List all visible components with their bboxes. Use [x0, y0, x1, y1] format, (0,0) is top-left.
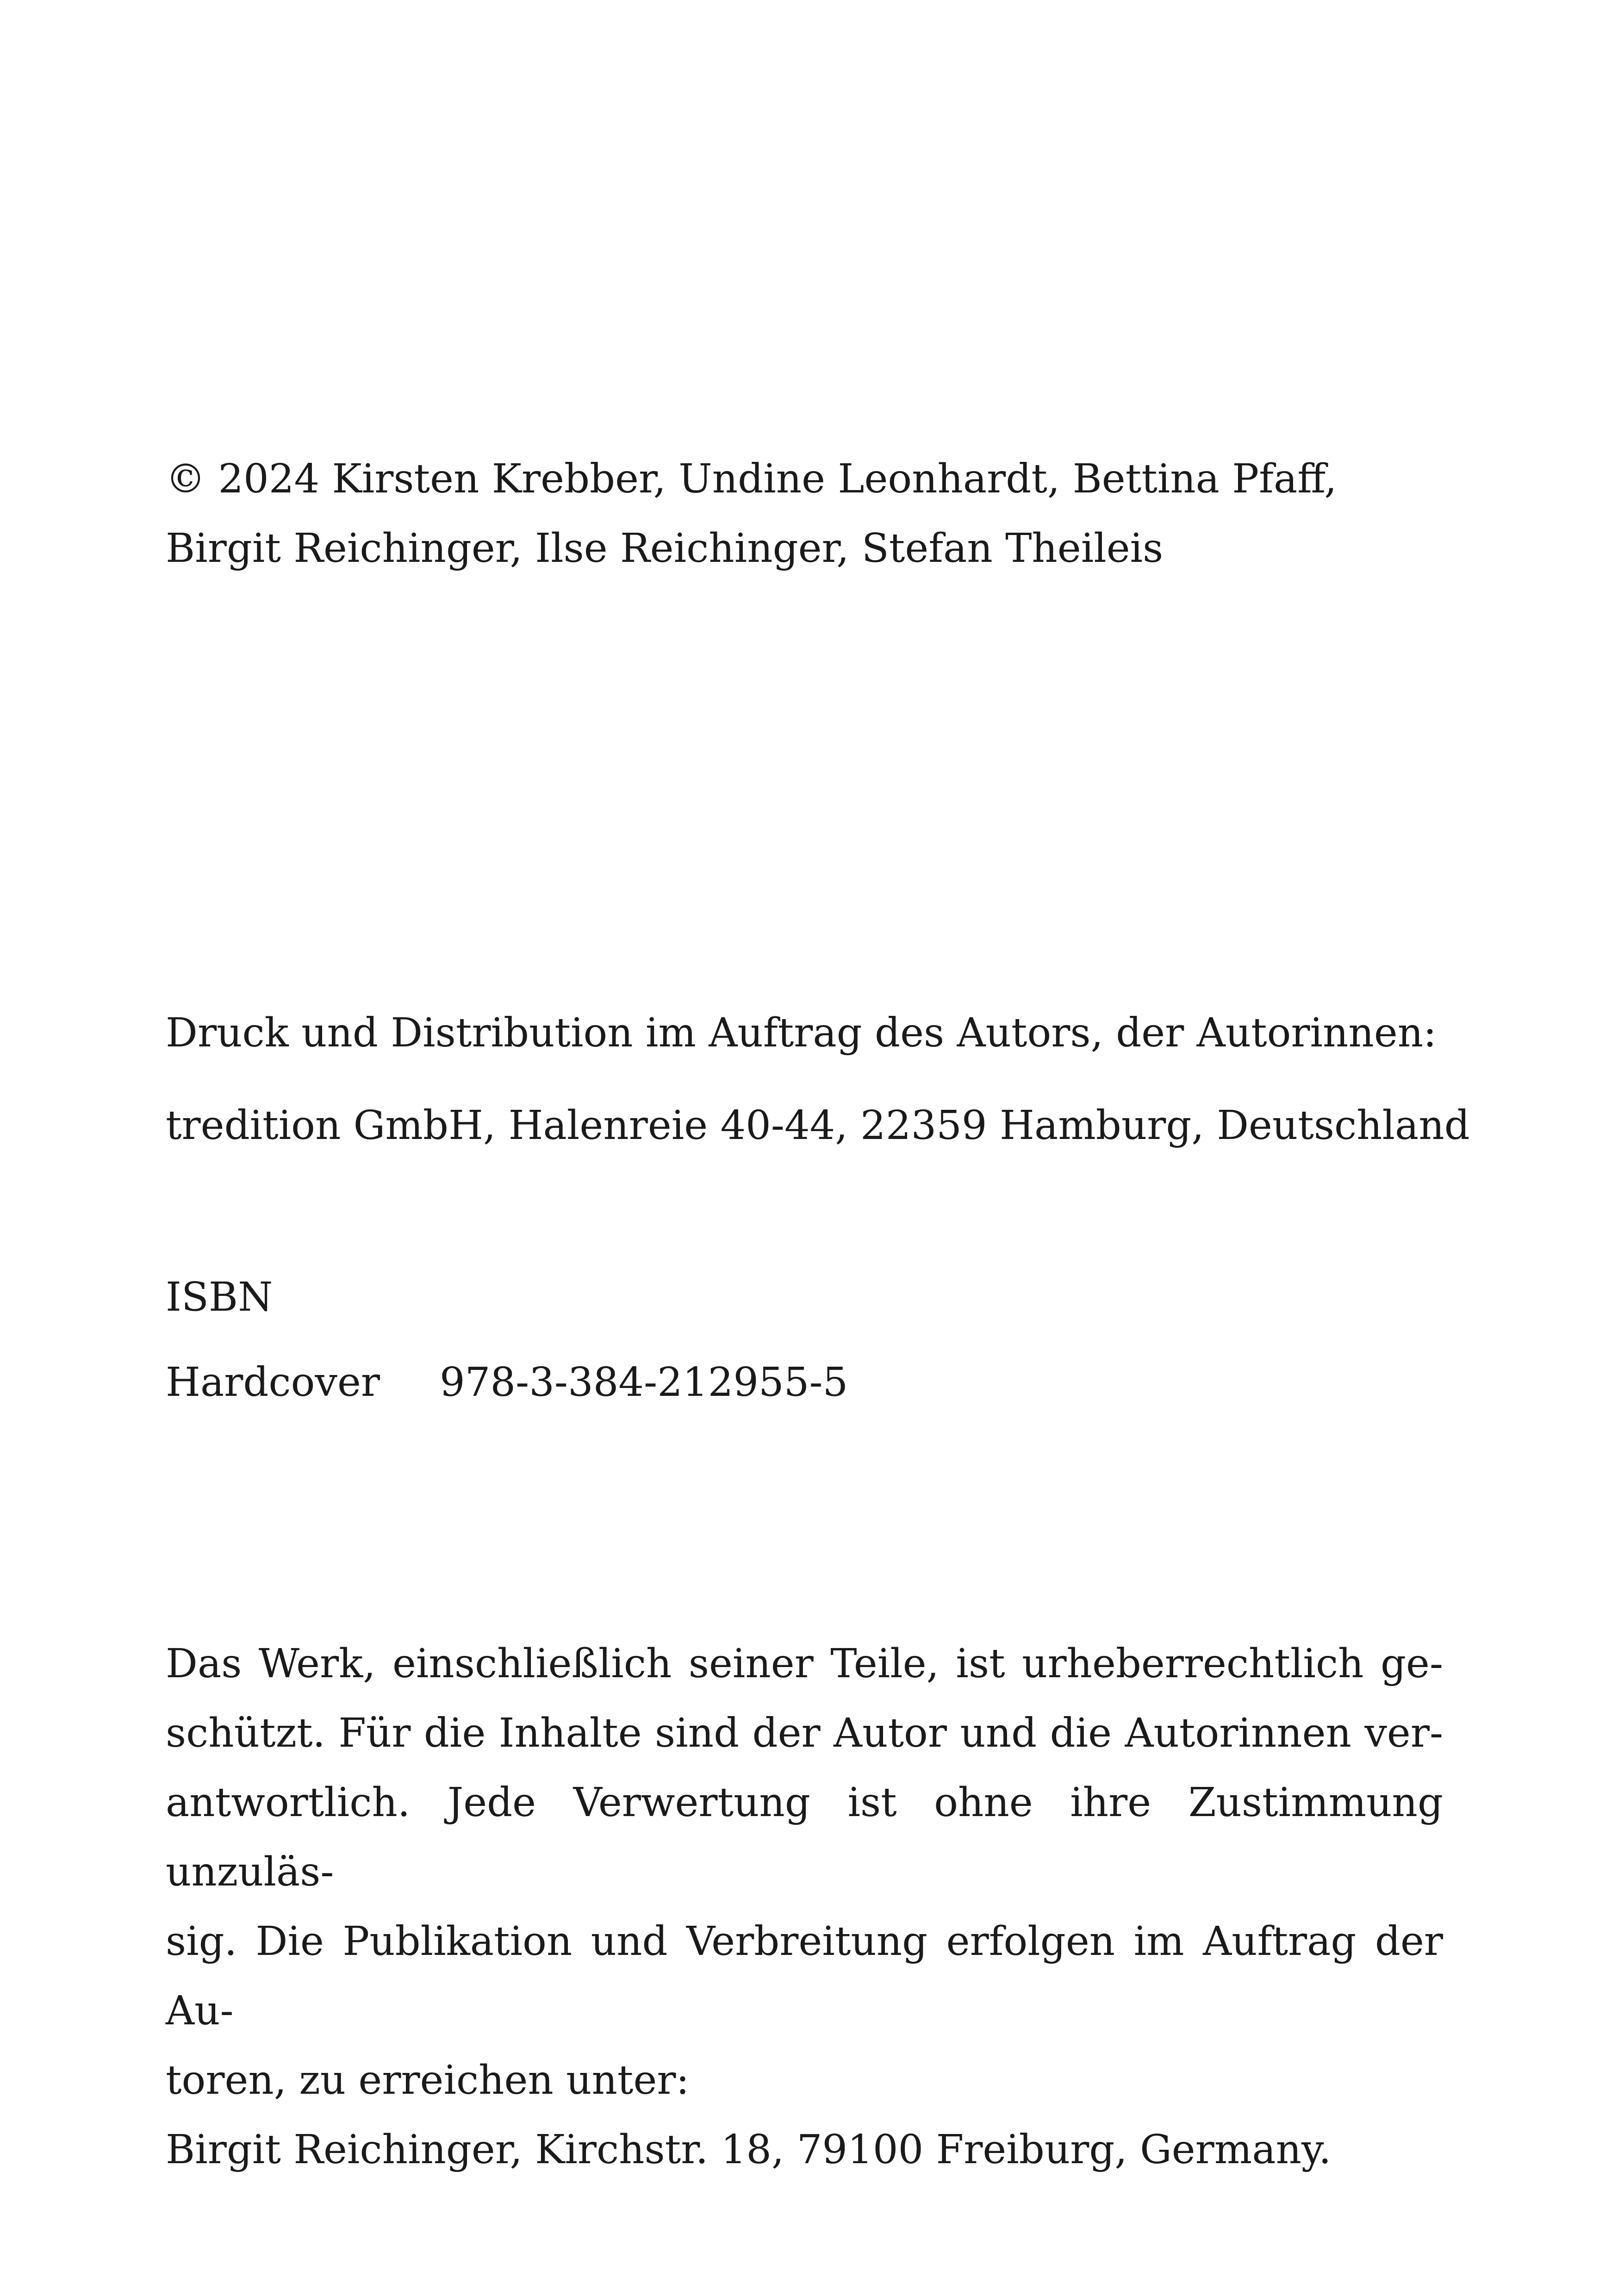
- legal-line: sig. Die Publikation und Verbreitung erfolgen im Auftrag der Au-: [166, 1918, 1443, 2034]
- isbn-heading-block: [166, 1263, 1443, 1332]
- isbn-number: 978-3-384-212955-5: [440, 1359, 848, 1406]
- legal-notice: [166, 1629, 1443, 2184]
- isbn-entry: [166, 1348, 1443, 1417]
- printing-distribution-info: [166, 987, 1470, 1172]
- publisher-address: tredition GmbH, Halenreie 40-44, 22359 Hamburg, Deutschland: [166, 1102, 1470, 1149]
- contact-address: Birgit Reichinger, Kirchstr. 18, 79100 Freiburg, Germany.: [166, 2127, 1332, 2173]
- legal-line: antwortlich. Jede Verwertung ist ohne ihre Zustimmung unzuläs-: [166, 1780, 1443, 1895]
- legal-line: schützt. Für die Inhalte sind der Autor und die Autorinnen ver-: [166, 1710, 1443, 1756]
- printing-line: Druck und Distribution im Auftrag des Autors, der Autorinnen:: [166, 1010, 1437, 1056]
- copyright-notice: [166, 444, 1443, 583]
- copyright-line: Birgit Reichinger, Ilse Reichinger, Stefan Theileis: [166, 525, 1164, 572]
- isbn-format: Hardcover: [166, 1359, 380, 1406]
- isbn-heading: ISBN: [166, 1274, 273, 1320]
- legal-line: Das Werk, einschließlich seiner Teile, ist urheberrechtlich ge-: [166, 1641, 1443, 1687]
- isbn-row: [166, 1348, 1443, 1417]
- copyright-line: © 2024 Kirsten Krebber, Undine Leonhardt, Bettina Pfaff,: [166, 456, 1337, 502]
- legal-line: toren, zu erreichen unter:: [166, 2057, 690, 2103]
